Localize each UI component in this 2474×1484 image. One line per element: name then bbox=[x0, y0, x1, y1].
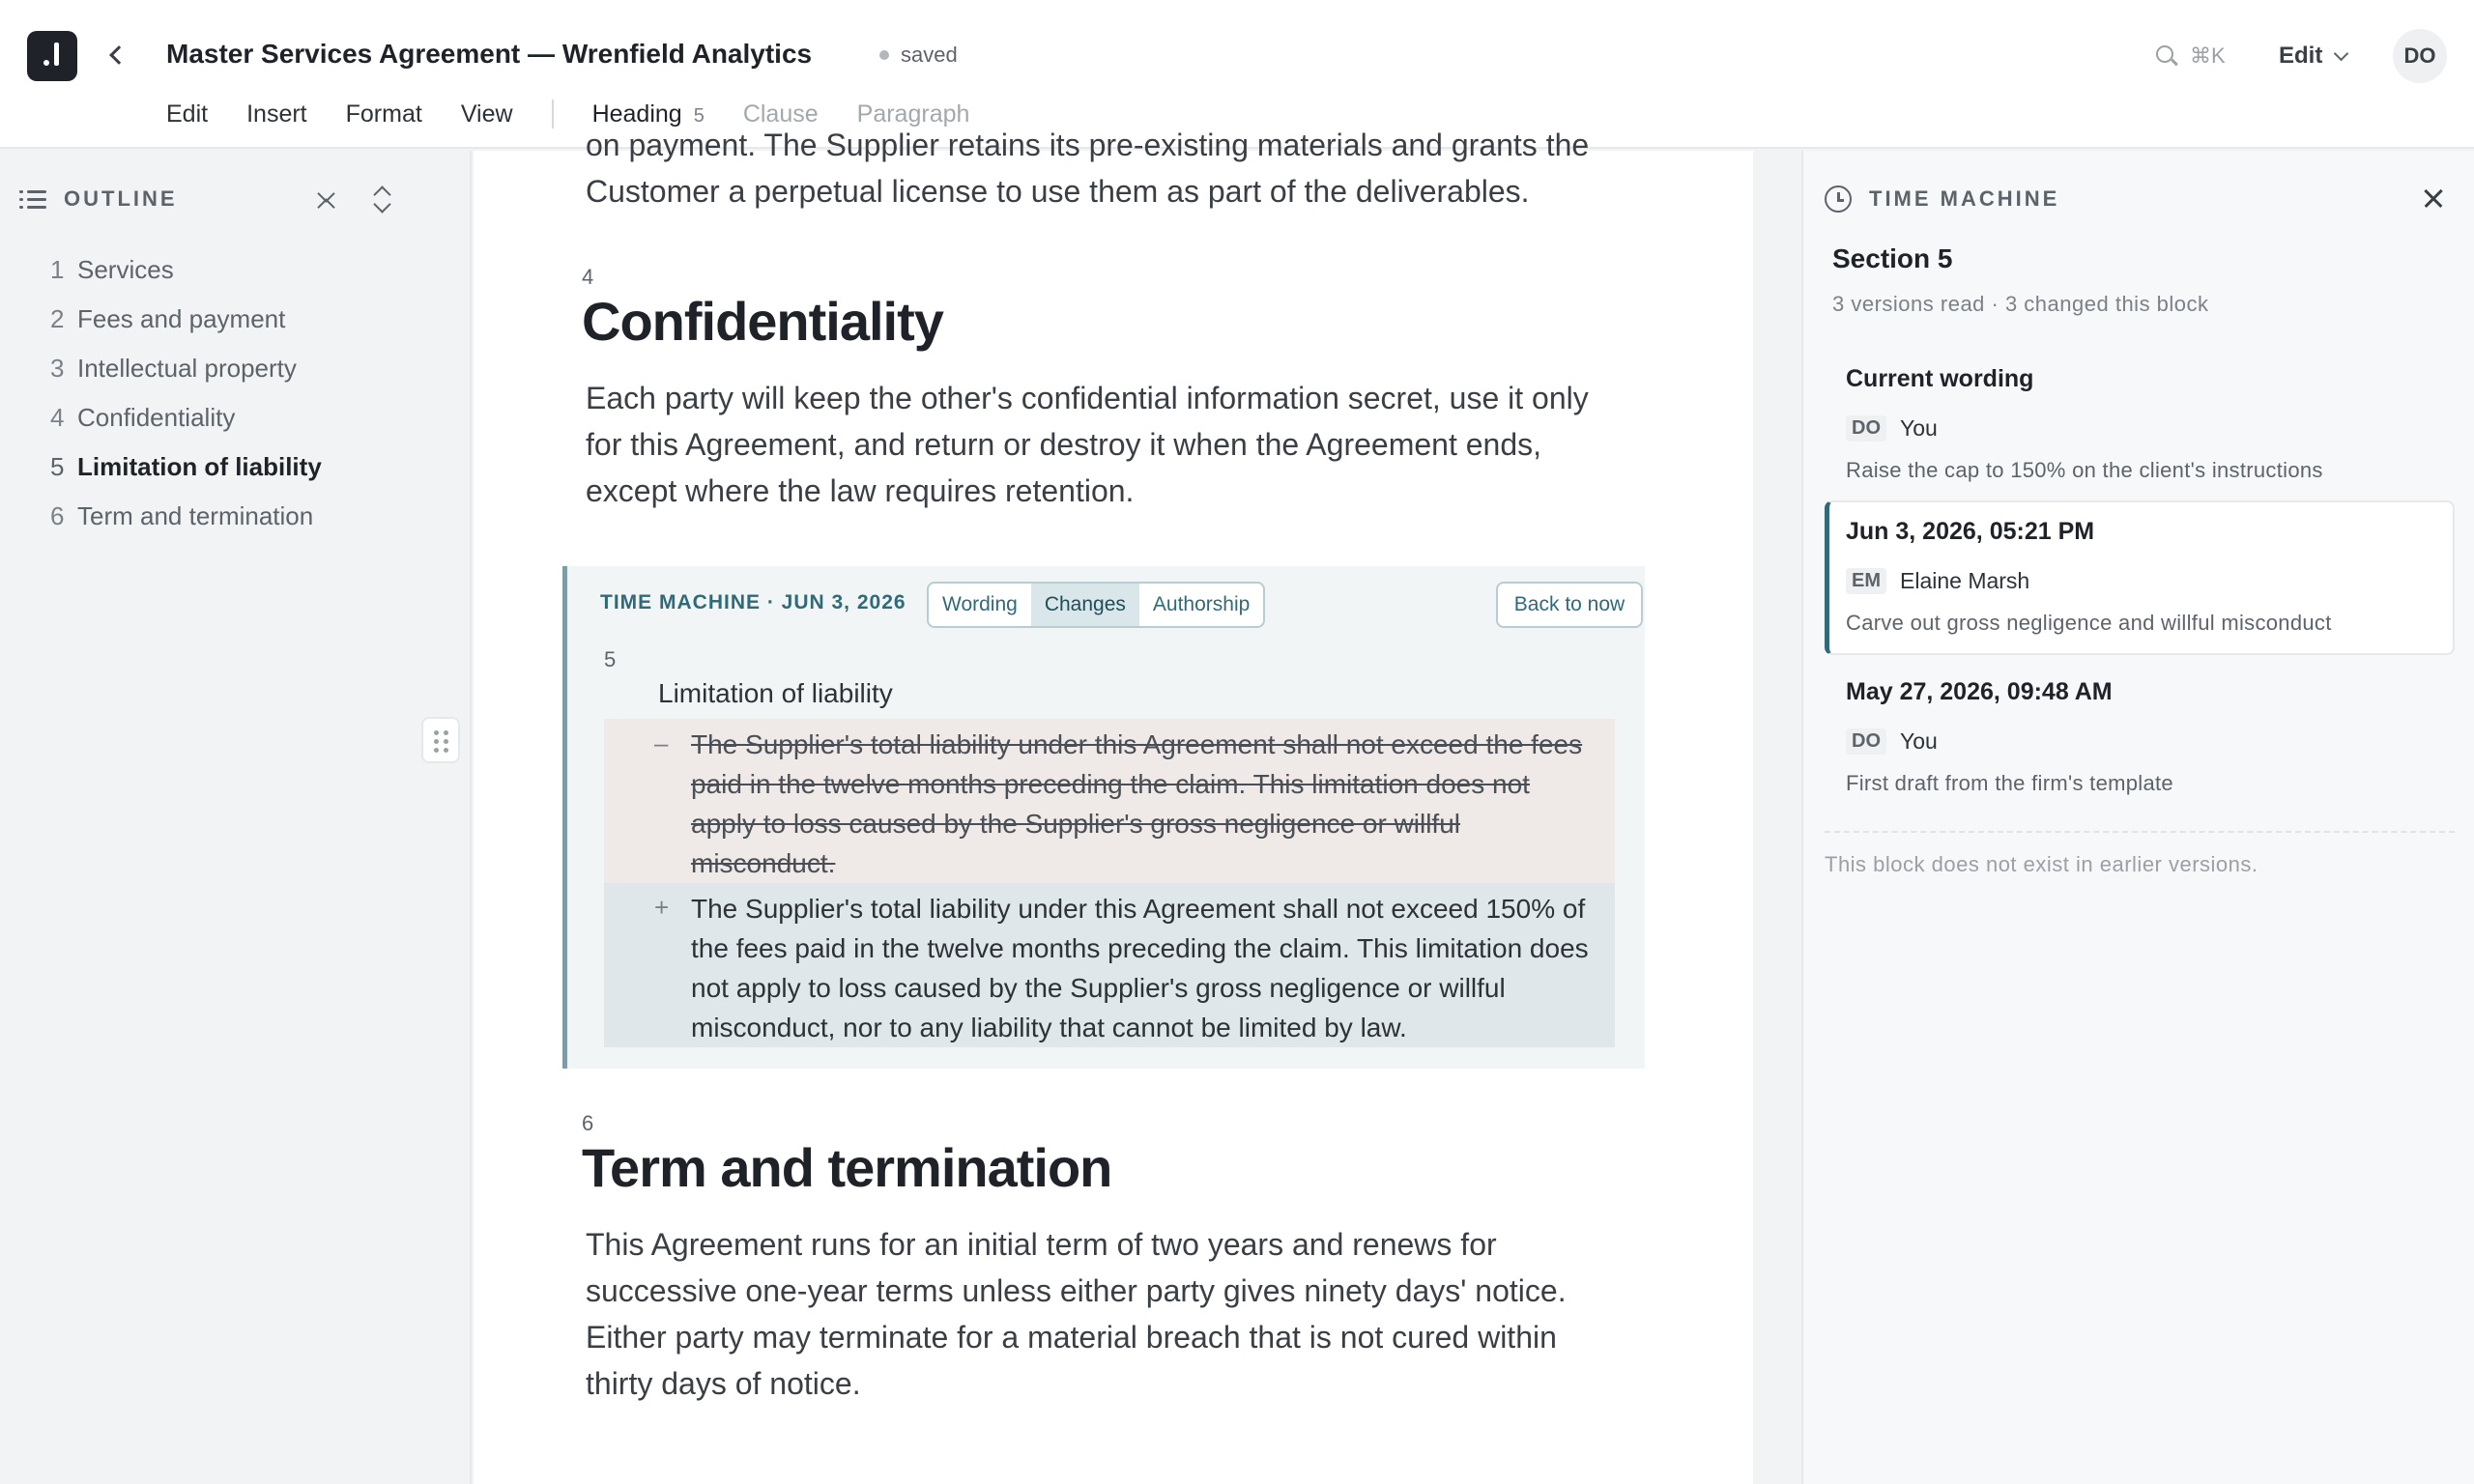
section-heading-term-and-termination[interactable]: Term and termination bbox=[582, 1137, 1112, 1198]
minus-icon: – bbox=[654, 728, 669, 757]
outline-header bbox=[19, 180, 406, 218]
time-machine-panel-title: TIME MACHINE bbox=[1869, 186, 2060, 211]
view-authorship-tab[interactable]: Authorship bbox=[1152, 593, 1251, 615]
list-icon bbox=[19, 187, 46, 211]
panel-summary: 3 versions read · 3 changed this block bbox=[1832, 292, 2209, 316]
added-text: The Supplier's total liability under this Agreement shall not exceed 150% of the fees paid in the twelve months preceding the claim. This limitation does not apply to loss caused by the Supplier's gross negligence or willful misconduct, nor to any liability that cannot be limited by law. bbox=[691, 894, 1589, 1042]
menu-insert[interactable]: Insert bbox=[246, 100, 307, 128]
save-status bbox=[879, 43, 958, 68]
time-machine-block bbox=[562, 566, 1645, 1069]
drag-handle-icon[interactable] bbox=[421, 717, 460, 763]
outline-title: OUTLINE bbox=[64, 186, 178, 211]
paragraph-term-and-termination[interactable]: This Agreement runs for an initial term of two years and renews for successive one-year terms unless either party gives ninety days' notice. Either party may terminate for a material breach that is not cured within thirty days of notice. bbox=[586, 1227, 1567, 1401]
chevron-left-icon bbox=[109, 45, 129, 65]
menu-view[interactable]: View bbox=[460, 100, 513, 128]
version-item[interactable] bbox=[1825, 350, 2455, 504]
outline-item-intellectual-property[interactable]: 3 Intellectual property bbox=[50, 354, 297, 383]
author-name: Elaine Marsh bbox=[1900, 567, 2030, 593]
paragraph-confidentiality[interactable]: Each party will keep the other's confidential information secret, use it only for this Agreement, and return or destroy it when the Agreement ends, except where the law requires retention. bbox=[586, 381, 1589, 508]
version-author bbox=[1846, 414, 1938, 442]
mode-label: Edit bbox=[2279, 43, 2323, 69]
plus-icon: + bbox=[654, 893, 670, 922]
outline-item-confidentiality[interactable]: 4 Confidentiality bbox=[50, 403, 236, 432]
block-section-number: 5 bbox=[604, 647, 617, 671]
time-machine-label: TIME MACHINE · JUN 3, 2026 bbox=[600, 591, 906, 614]
author-name: You bbox=[1900, 728, 1938, 754]
search-button[interactable] bbox=[2155, 37, 2226, 75]
close-button[interactable] bbox=[2414, 180, 2453, 218]
view-changes-tab[interactable]: Changes bbox=[1031, 584, 1139, 626]
search-shortcut: ⌘K bbox=[2190, 43, 2226, 68]
version-note: Raise the cap to 150% on the client's instructions bbox=[1846, 458, 2323, 482]
back-to-now-button[interactable]: Back to now bbox=[1496, 582, 1643, 628]
time-machine-panel bbox=[1801, 151, 2474, 1484]
document-title[interactable]: Master Services Agreement — Wrenfield Analytics bbox=[166, 39, 813, 69]
outline-item-services[interactable]: 1 Services bbox=[50, 255, 174, 284]
history-icon bbox=[1825, 186, 1852, 213]
save-status-label: saved bbox=[901, 43, 958, 67]
version-item-selected[interactable] bbox=[1825, 500, 2455, 655]
version-note: First draft from the firm's template bbox=[1846, 771, 2173, 795]
view-toggle bbox=[927, 582, 1265, 628]
author-name: You bbox=[1900, 414, 1938, 441]
document-editor[interactable] bbox=[474, 128, 1753, 1484]
block-heading: Limitation of liability bbox=[658, 678, 893, 708]
block-type-heading-label: Heading bbox=[591, 100, 682, 128]
version-note: Carve out gross negligence and willful misconduct bbox=[1846, 611, 2332, 635]
panel-section-title: Section 5 bbox=[1832, 243, 1953, 273]
chevron-down-icon bbox=[2334, 45, 2349, 61]
removed-text: The Supplier's total liability under this Agreement shall not exceed the fees paid in the twelve months preceding the claim. This limitation does not apply to loss caused by the Supplier's gross negligence or willful misconduct. bbox=[691, 729, 1583, 878]
version-author bbox=[1846, 727, 1938, 756]
app-logo-icon[interactable] bbox=[27, 31, 77, 81]
versions-divider bbox=[1825, 831, 2455, 833]
collapse-all-button[interactable] bbox=[307, 180, 346, 218]
version-title: May 27, 2026, 09:48 AM bbox=[1846, 678, 2113, 705]
version-item[interactable] bbox=[1825, 663, 2455, 817]
outline-item-limitation-of-liability[interactable]: 5 Limitation of liability bbox=[50, 452, 322, 481]
outline-item-term-and-termination[interactable]: 6 Term and termination bbox=[50, 501, 314, 530]
menu-edit[interactable]: Edit bbox=[166, 100, 209, 128]
outline-list bbox=[50, 245, 322, 541]
outline-item-fees-and-payment[interactable]: 2 Fees and payment bbox=[50, 304, 286, 333]
block-type-clause[interactable]: Clause bbox=[742, 100, 819, 128]
section-number: 4 bbox=[582, 265, 594, 289]
view-wording-tab[interactable]: Wording bbox=[942, 593, 1018, 615]
menu-format[interactable]: Format bbox=[345, 100, 422, 128]
status-dot-icon bbox=[879, 50, 889, 60]
author-initials: DO bbox=[1846, 415, 1886, 442]
mode-dropdown[interactable] bbox=[2279, 37, 2346, 75]
version-title: Jun 3, 2026, 05:21 PM bbox=[1846, 518, 2095, 545]
user-avatar[interactable]: DO bbox=[2393, 29, 2447, 83]
section-number: 6 bbox=[582, 1111, 594, 1135]
time-machine-panel-header bbox=[1825, 180, 2059, 218]
paragraph-ip-tail[interactable]: on payment. The Supplier retains its pre-existing materials and grants the Customer a perpetual license to use them as part of the deliverables. bbox=[586, 128, 1590, 209]
removed-text-block bbox=[604, 719, 1615, 883]
outline-sidebar bbox=[0, 151, 472, 1484]
heading-level-badge: 5 bbox=[693, 104, 705, 127]
menu-divider bbox=[552, 100, 554, 128]
author-initials: DO bbox=[1846, 728, 1886, 755]
section-heading-confidentiality[interactable]: Confidentiality bbox=[582, 291, 943, 352]
expand-all-button[interactable] bbox=[363, 180, 402, 218]
search-icon bbox=[2155, 44, 2178, 68]
back-button[interactable] bbox=[101, 37, 135, 75]
added-text-block bbox=[604, 883, 1615, 1047]
panel-footnote: This block does not exist in earlier versions. bbox=[1825, 852, 2258, 876]
author-initials: EM bbox=[1846, 568, 1886, 594]
version-title: Current wording bbox=[1846, 365, 2034, 392]
block-type-paragraph[interactable]: Paragraph bbox=[856, 100, 970, 128]
version-author bbox=[1846, 566, 2029, 595]
